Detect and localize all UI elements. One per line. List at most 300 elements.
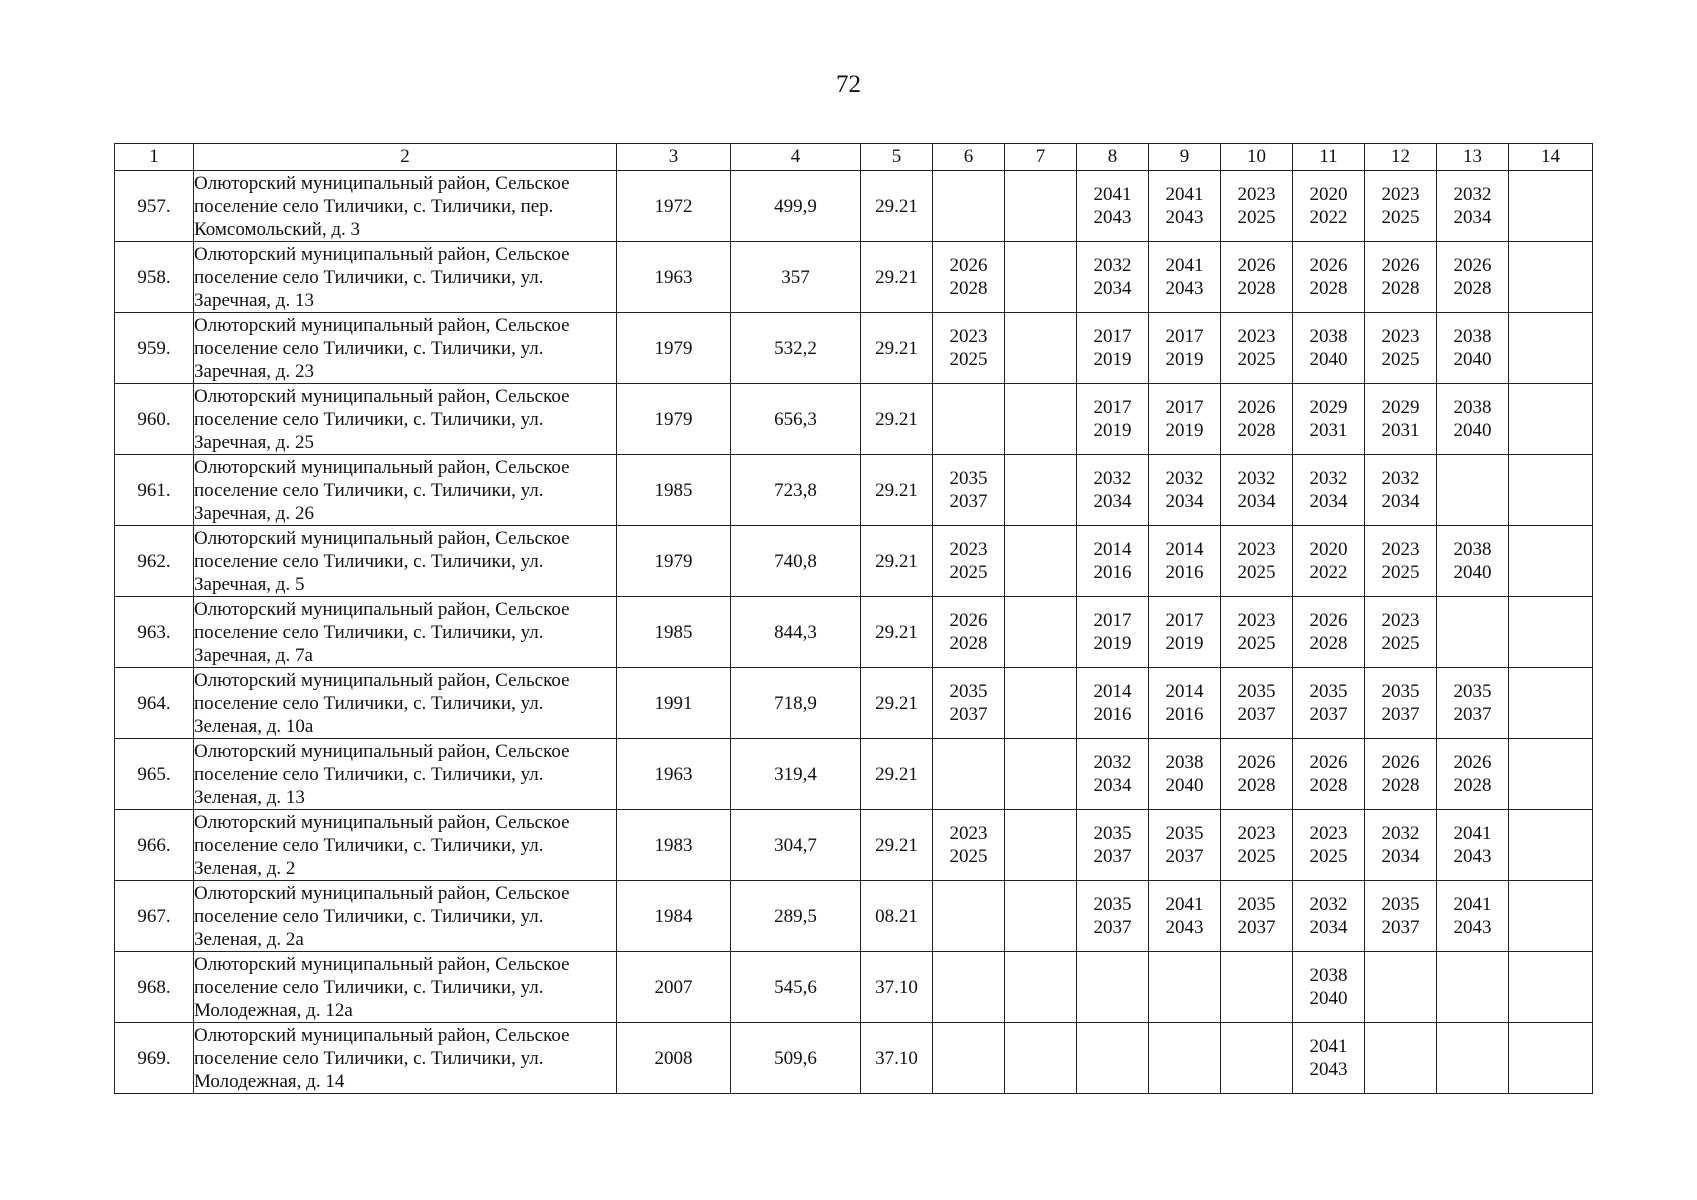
address-cell: [194, 171, 617, 242]
total-area: 656,3: [731, 384, 861, 455]
period-cell-c9: [1149, 952, 1221, 1023]
period-year: 2040: [1309, 988, 1348, 1009]
build-year: 1985: [617, 597, 731, 668]
row-number: 963.: [115, 597, 194, 668]
period-cell-c12: [1365, 171, 1437, 242]
total-area: 844,3: [731, 597, 861, 668]
build-year: 2008: [617, 1023, 731, 1094]
period-year: 2028: [1381, 278, 1420, 299]
period-year: 2034: [1309, 491, 1348, 512]
period-year: 2026: [1309, 610, 1348, 631]
address-line: поселение село Тиличики, с. Тиличики, ул.: [194, 550, 544, 572]
period-year: 2025: [1237, 207, 1276, 228]
row-number: 958.: [115, 242, 194, 313]
address-line: поселение село Тиличики, с. Тиличики, ул.: [194, 763, 544, 785]
period-cell-c14: [1509, 526, 1593, 597]
period-cell-c9: [1149, 455, 1221, 526]
table-row: [115, 668, 1593, 739]
address-line: Заречная, д. 5: [194, 573, 305, 595]
column-header-9: 9: [1149, 144, 1221, 171]
period-year: 2034: [1453, 207, 1492, 228]
period-cell-c14: [1509, 313, 1593, 384]
period-year: 2041: [1165, 255, 1204, 276]
build-year: 1979: [617, 384, 731, 455]
period-cell-c10: [1221, 597, 1293, 668]
period-year: 2025: [1237, 633, 1276, 654]
period-cell-c10: [1221, 881, 1293, 952]
period-year: 2026: [1237, 752, 1276, 773]
period-year: 2032: [1093, 752, 1132, 773]
period-cell-c12: [1365, 668, 1437, 739]
address-line: поселение село Тиличики, с. Тиличики, ул.: [194, 337, 544, 359]
address-line: Заречная, д. 7а: [194, 644, 313, 666]
period-year: 2035: [1165, 823, 1204, 844]
build-year: 1963: [617, 739, 731, 810]
build-year: 2007: [617, 952, 731, 1023]
period-year: 2028: [1309, 278, 1348, 299]
period-cell-c11: [1293, 526, 1365, 597]
period-year: 2017: [1093, 397, 1132, 418]
address-line: Молодежная, д. 12а: [194, 999, 353, 1021]
total-area: 532,2: [731, 313, 861, 384]
address-line: Олюторский муниципальный район, Сельское: [194, 953, 570, 975]
address-line: Комсомольский, д. 3: [194, 218, 361, 240]
total-area: 723,8: [731, 455, 861, 526]
period-cell-c12: [1365, 313, 1437, 384]
code-cell: 29.21: [861, 313, 933, 384]
address-line: Олюторский муниципальный район, Сельское: [194, 456, 570, 478]
period-cell-c7: [1005, 384, 1077, 455]
period-year: 2034: [1381, 846, 1420, 867]
period-year: 2014: [1165, 681, 1204, 702]
period-year: 2029: [1309, 397, 1348, 418]
period-cell-c11: [1293, 597, 1365, 668]
build-year: 1991: [617, 668, 731, 739]
period-year: 2017: [1165, 326, 1204, 347]
period-year: 2016: [1093, 562, 1132, 583]
period-cell-c8: [1077, 739, 1149, 810]
address-line: Олюторский муниципальный район, Сельское: [194, 811, 570, 833]
code-cell: 29.21: [861, 455, 933, 526]
address-cell: [194, 668, 617, 739]
period-cell-c8: [1077, 171, 1149, 242]
period-cell-c12: [1365, 952, 1437, 1023]
address-cell: [194, 526, 617, 597]
column-header-8: 8: [1077, 144, 1149, 171]
period-year: 2025: [949, 349, 988, 370]
build-year: 1963: [617, 242, 731, 313]
code-cell: 29.21: [861, 668, 933, 739]
period-year: 2026: [949, 610, 988, 631]
period-cell-c14: [1509, 952, 1593, 1023]
period-year: 2031: [1309, 420, 1348, 441]
period-cell-c10: [1221, 242, 1293, 313]
period-cell-c14: [1509, 668, 1593, 739]
total-area: 357: [731, 242, 861, 313]
period-cell-c13: [1437, 1023, 1509, 1094]
period-cell-c13: [1437, 384, 1509, 455]
address-cell: [194, 384, 617, 455]
period-year: 2035: [1453, 681, 1492, 702]
table-row: [115, 171, 1593, 242]
period-year: 2028: [949, 278, 988, 299]
period-cell-c13: [1437, 171, 1509, 242]
period-year: 2020: [1309, 184, 1348, 205]
period-cell-c10: [1221, 952, 1293, 1023]
period-year: 2025: [949, 846, 988, 867]
period-cell-c9: [1149, 597, 1221, 668]
code-cell: 37.10: [861, 952, 933, 1023]
address-line: Олюторский муниципальный район, Сельское: [194, 172, 570, 194]
period-year: 2026: [1237, 397, 1276, 418]
period-cell-c10: [1221, 455, 1293, 526]
period-year: 2034: [1381, 491, 1420, 512]
period-year: 2041: [1165, 184, 1204, 205]
address-line: поселение село Тиличики, с. Тиличики, ул.: [194, 479, 544, 501]
period-year: 2023: [1237, 610, 1276, 631]
address-line: Заречная, д. 23: [194, 360, 314, 382]
address-line: Заречная, д. 13: [194, 289, 314, 311]
period-year: 2023: [949, 326, 988, 347]
address-cell: [194, 313, 617, 384]
period-year: 2035: [1309, 681, 1348, 702]
address-line: поселение село Тиличики, с. Тиличики, ул.: [194, 692, 544, 714]
period-cell-c11: [1293, 952, 1365, 1023]
period-year: 2026: [1237, 255, 1276, 276]
row-number: 959.: [115, 313, 194, 384]
period-year: 2032: [1309, 468, 1348, 489]
period-cell-c7: [1005, 810, 1077, 881]
period-year: 2017: [1165, 397, 1204, 418]
address-cell: [194, 242, 617, 313]
period-year: 2037: [1453, 704, 1492, 725]
period-cell-c7: [1005, 881, 1077, 952]
code-cell: 29.21: [861, 810, 933, 881]
table-row: [115, 952, 1593, 1023]
address-line: Олюторский муниципальный район, Сельское: [194, 243, 570, 265]
row-number: 969.: [115, 1023, 194, 1094]
period-year: 2037: [1381, 917, 1420, 938]
period-cell-c14: [1509, 242, 1593, 313]
address-cell: [194, 597, 617, 668]
column-header-1: 1: [115, 144, 194, 171]
period-year: 2043: [1165, 207, 1204, 228]
period-cell-c7: [1005, 313, 1077, 384]
period-cell-c8: [1077, 597, 1149, 668]
period-cell-c6: [933, 597, 1005, 668]
period-year: 2037: [949, 491, 988, 512]
period-year: 2017: [1093, 326, 1132, 347]
address-cell: [194, 455, 617, 526]
period-year: 2016: [1165, 562, 1204, 583]
address-line: поселение село Тиличики, с. Тиличики, ул.: [194, 621, 544, 643]
row-number: 966.: [115, 810, 194, 881]
period-cell-c13: [1437, 810, 1509, 881]
period-cell-c8: [1077, 313, 1149, 384]
table-row: [115, 597, 1593, 668]
period-cell-c14: [1509, 597, 1593, 668]
period-cell-c7: [1005, 455, 1077, 526]
period-year: 2025: [1381, 633, 1420, 654]
period-year: 2019: [1093, 349, 1132, 370]
total-area: 509,6: [731, 1023, 861, 1094]
total-area: 740,8: [731, 526, 861, 597]
period-cell-c12: [1365, 739, 1437, 810]
build-year: 1979: [617, 526, 731, 597]
address-line: Олюторский муниципальный район, Сельское: [194, 314, 570, 336]
period-year: 2026: [1309, 255, 1348, 276]
period-year: 2037: [1309, 704, 1348, 725]
period-year: 2037: [1093, 846, 1132, 867]
column-header-6: 6: [933, 144, 1005, 171]
period-year: 2035: [949, 681, 988, 702]
total-area: 319,4: [731, 739, 861, 810]
row-number: 968.: [115, 952, 194, 1023]
period-year: 2032: [1093, 468, 1132, 489]
build-year: 1984: [617, 881, 731, 952]
period-year: 2014: [1165, 539, 1204, 560]
page-number: 72: [836, 71, 861, 98]
column-header-11: 11: [1293, 144, 1365, 171]
code-cell: 29.21: [861, 384, 933, 455]
address-line: поселение село Тиличики, с. Тиличики, ул.: [194, 408, 544, 430]
code-cell: 29.21: [861, 171, 933, 242]
address-cell: [194, 1023, 617, 1094]
period-year: 2019: [1093, 633, 1132, 654]
address-line: поселение село Тиличики, с. Тиличики, ул.: [194, 266, 544, 288]
period-cell-c13: [1437, 455, 1509, 526]
period-cell-c12: [1365, 1023, 1437, 1094]
table-row: [115, 881, 1593, 952]
period-cell-c6: [933, 242, 1005, 313]
period-year: 2035: [949, 468, 988, 489]
period-year: 2043: [1093, 207, 1132, 228]
period-year: 2022: [1309, 207, 1348, 228]
period-year: 2037: [1093, 917, 1132, 938]
row-number: 957.: [115, 171, 194, 242]
period-year: 2037: [1165, 846, 1204, 867]
period-year: 2041: [1453, 894, 1492, 915]
period-year: 2017: [1165, 610, 1204, 631]
address-line: Олюторский муниципальный район, Сельское: [194, 385, 570, 407]
period-year: 2025: [949, 562, 988, 583]
period-cell-c11: [1293, 739, 1365, 810]
table-row: [115, 810, 1593, 881]
period-cell-c6: [933, 526, 1005, 597]
address-line: Олюторский муниципальный район, Сельское: [194, 882, 570, 904]
period-year: 2037: [1237, 917, 1276, 938]
period-cell-c12: [1365, 597, 1437, 668]
period-cell-c9: [1149, 384, 1221, 455]
address-line: поселение село Тиличики, с. Тиличики, ул.: [194, 976, 544, 998]
period-cell-c11: [1293, 455, 1365, 526]
period-cell-c8: [1077, 526, 1149, 597]
period-cell-c11: [1293, 242, 1365, 313]
period-year: 2023: [1381, 539, 1420, 560]
period-year: 2023: [1309, 823, 1348, 844]
period-cell-c14: [1509, 810, 1593, 881]
period-year: 2028: [1237, 278, 1276, 299]
total-area: 545,6: [731, 952, 861, 1023]
address-line: Зеленая, д. 10а: [194, 715, 314, 737]
period-year: 2035: [1237, 681, 1276, 702]
period-cell-c10: [1221, 171, 1293, 242]
period-year: 2028: [1453, 278, 1492, 299]
period-cell-c13: [1437, 881, 1509, 952]
period-cell-c7: [1005, 597, 1077, 668]
period-cell-c6: [933, 313, 1005, 384]
table-row: [115, 384, 1593, 455]
period-year: 2043: [1165, 278, 1204, 299]
period-year: 2038: [1453, 539, 1492, 560]
period-year: 2034: [1093, 491, 1132, 512]
column-header-13: 13: [1437, 144, 1509, 171]
period-cell-c9: [1149, 668, 1221, 739]
address-cell: [194, 739, 617, 810]
period-year: 2026: [1381, 752, 1420, 773]
row-number: 962.: [115, 526, 194, 597]
period-year: 2041: [1093, 184, 1132, 205]
period-year: 2026: [1381, 255, 1420, 276]
row-number: 960.: [115, 384, 194, 455]
period-year: 2038: [1309, 326, 1348, 347]
period-year: 2023: [1381, 610, 1420, 631]
period-cell-c14: [1509, 455, 1593, 526]
period-cell-c8: [1077, 668, 1149, 739]
period-cell-c11: [1293, 881, 1365, 952]
period-year: 2032: [1165, 468, 1204, 489]
period-year: 2035: [1381, 894, 1420, 915]
period-cell-c10: [1221, 739, 1293, 810]
period-cell-c6: [933, 668, 1005, 739]
period-year: 2016: [1093, 704, 1132, 725]
period-year: 2026: [1453, 752, 1492, 773]
address-line: Заречная, д. 26: [194, 502, 314, 524]
build-year: 1985: [617, 455, 731, 526]
total-area: 718,9: [731, 668, 861, 739]
address-line: Зеленая, д. 2: [194, 857, 296, 879]
period-cell-c14: [1509, 171, 1593, 242]
period-year: 2035: [1237, 894, 1276, 915]
period-cell-c9: [1149, 739, 1221, 810]
period-year: 2035: [1093, 894, 1132, 915]
period-cell-c10: [1221, 668, 1293, 739]
period-year: 2022: [1309, 562, 1348, 583]
address-line: Олюторский муниципальный район, Сельское: [194, 598, 570, 620]
period-year: 2029: [1381, 397, 1420, 418]
period-year: 2023: [1381, 184, 1420, 205]
period-cell-c10: [1221, 1023, 1293, 1094]
period-year: 2025: [1309, 846, 1348, 867]
period-year: 2034: [1309, 917, 1348, 938]
period-year: 2019: [1165, 420, 1204, 441]
total-area: 304,7: [731, 810, 861, 881]
column-header-12: 12: [1365, 144, 1437, 171]
period-year: 2038: [1453, 397, 1492, 418]
period-year: 2038: [1309, 965, 1348, 986]
address-line: Олюторский муниципальный район, Сельское: [194, 1024, 570, 1046]
period-year: 2040: [1165, 775, 1204, 796]
period-year: 2034: [1093, 775, 1132, 796]
column-header-14: 14: [1509, 144, 1593, 171]
period-cell-c9: [1149, 242, 1221, 313]
period-year: 2020: [1309, 539, 1348, 560]
period-cell-c6: [933, 384, 1005, 455]
period-cell-c8: [1077, 384, 1149, 455]
period-year: 2016: [1165, 704, 1204, 725]
period-cell-c9: [1149, 1023, 1221, 1094]
column-header-10: 10: [1221, 144, 1293, 171]
period-cell-c12: [1365, 242, 1437, 313]
period-year: 2017: [1093, 610, 1132, 631]
period-cell-c11: [1293, 668, 1365, 739]
period-cell-c11: [1293, 810, 1365, 881]
period-year: 2028: [1309, 775, 1348, 796]
period-year: 2037: [1237, 704, 1276, 725]
row-number: 967.: [115, 881, 194, 952]
code-cell: 08.21: [861, 881, 933, 952]
period-cell-c13: [1437, 242, 1509, 313]
period-cell-c10: [1221, 526, 1293, 597]
period-year: 2043: [1165, 917, 1204, 938]
period-cell-c7: [1005, 171, 1077, 242]
code-cell: 29.21: [861, 526, 933, 597]
period-year: 2023: [1237, 326, 1276, 347]
address-cell: [194, 810, 617, 881]
table-row: [115, 526, 1593, 597]
column-header-2: 2: [194, 144, 617, 171]
period-year: 2037: [949, 704, 988, 725]
period-cell-c7: [1005, 526, 1077, 597]
table-row: [115, 739, 1593, 810]
period-cell-c8: [1077, 455, 1149, 526]
build-year: 1979: [617, 313, 731, 384]
period-cell-c12: [1365, 810, 1437, 881]
address-line: поселение село Тиличики, с. Тиличики, ул.: [194, 905, 544, 927]
period-cell-c6: [933, 881, 1005, 952]
period-cell-c13: [1437, 739, 1509, 810]
build-year: 1983: [617, 810, 731, 881]
period-cell-c6: [933, 1023, 1005, 1094]
code-cell: 29.21: [861, 739, 933, 810]
period-cell-c7: [1005, 952, 1077, 1023]
period-year: 2034: [1165, 491, 1204, 512]
period-cell-c8: [1077, 952, 1149, 1023]
period-cell-c6: [933, 952, 1005, 1023]
period-cell-c7: [1005, 242, 1077, 313]
address-line: Зеленая, д. 2а: [194, 928, 304, 950]
period-cell-c8: [1077, 810, 1149, 881]
row-number: 961.: [115, 455, 194, 526]
period-cell-c6: [933, 739, 1005, 810]
period-cell-c11: [1293, 313, 1365, 384]
address-line: Олюторский муниципальный район, Сельское: [194, 669, 570, 691]
period-cell-c7: [1005, 739, 1077, 810]
period-cell-c8: [1077, 881, 1149, 952]
period-cell-c8: [1077, 1023, 1149, 1094]
table-row: [115, 455, 1593, 526]
table-row: [115, 313, 1593, 384]
period-year: 2032: [1381, 823, 1420, 844]
period-year: 2014: [1093, 539, 1132, 560]
period-year: 2032: [1093, 255, 1132, 276]
period-year: 2035: [1381, 681, 1420, 702]
period-year: 2025: [1381, 207, 1420, 228]
period-year: 2032: [1453, 184, 1492, 205]
period-cell-c10: [1221, 313, 1293, 384]
period-cell-c11: [1293, 384, 1365, 455]
period-year: 2037: [1381, 704, 1420, 725]
